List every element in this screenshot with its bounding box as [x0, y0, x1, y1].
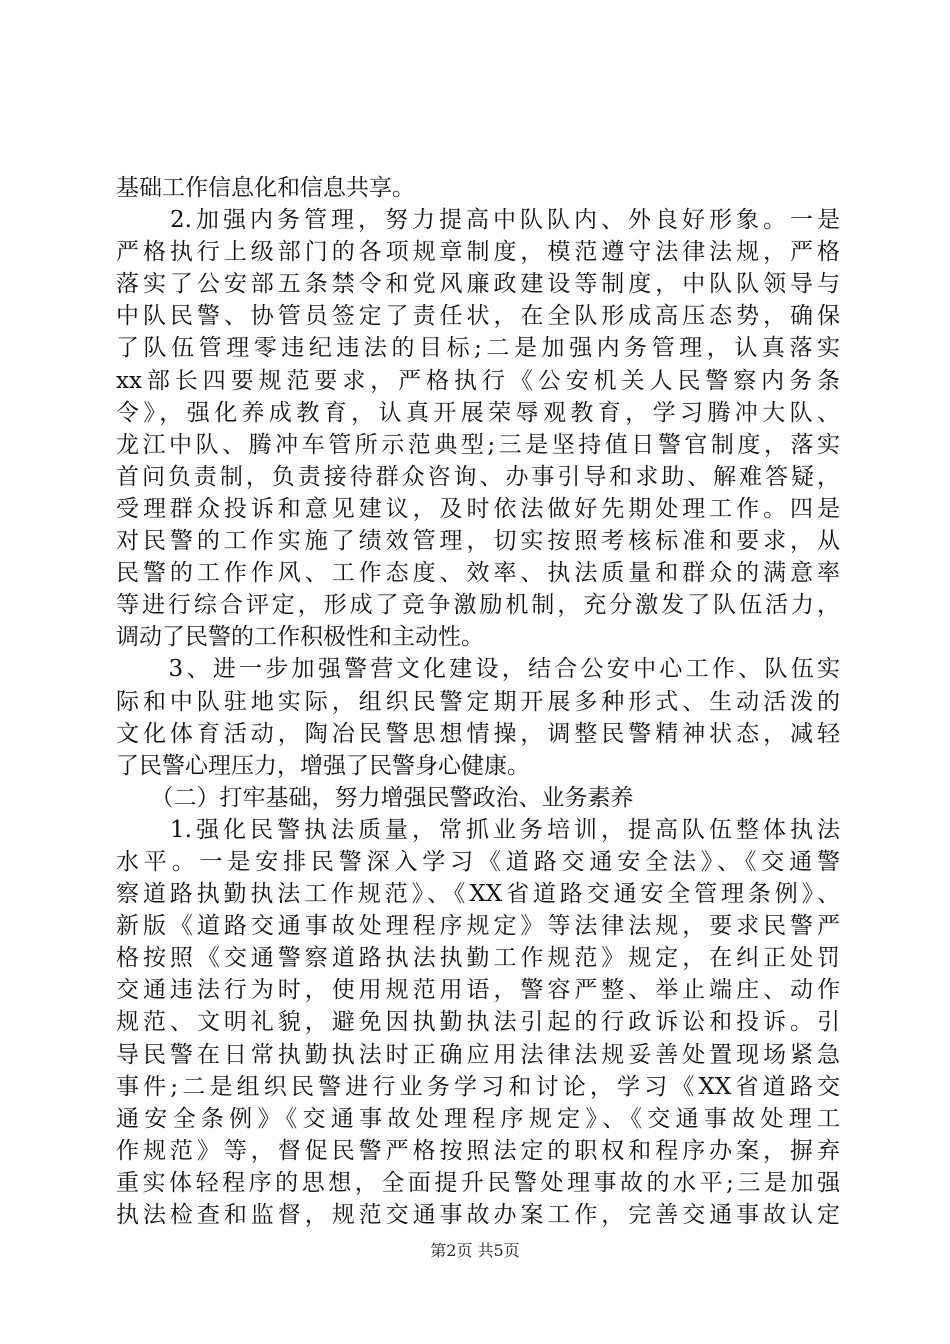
text-line: xx部长四要规范要求，严格执行《公安机关人民警察内务条 [116, 367, 840, 394]
text-line: 水平。一是安排民警深入学习《道路交通安全法》、《交通警 [116, 848, 840, 875]
text-line: 3、进一步加强警营文化建设，结合公安中心工作、队伍实 [116, 656, 840, 683]
text-line: 1.强化民警执法质量，常抓业务培训，提高队伍整体执法 [116, 816, 840, 843]
text-line: 重实体轻程序的思想，全面提升民警处理事故的水平;三是加强 [116, 1169, 840, 1196]
text-line: 执法检查和监督，规范交通事故办案工作，完善交通事故认定 [116, 1202, 840, 1228]
text-line: 首问负责制，负责接待群众咨询、办事引导和求助、解难答疑， [116, 463, 840, 490]
text-line: 际和中队驻地实际，组织民警定期开展多种形式、生动活泼的 [116, 688, 840, 715]
text-line: 对民警的工作实施了绩效管理，切实按照考核标准和要求，从 [116, 528, 840, 555]
text-line: 事件;二是组织民警进行业务学习和讨论，学习《XX省道路交 [116, 1073, 840, 1100]
text-line: 导民警在日常执勤执法时正确应用法律法规妥善处置现场紧急 [116, 1041, 840, 1068]
text-line: 受理群众投诉和意见建议，及时依法做好先期处理工作。四是 [116, 495, 840, 522]
text-line: 令》，强化养成教育，认真开展荣辱观教育，学习腾冲大队、 [116, 399, 840, 426]
text-line: 等进行综合评定，形成了竞争激励机制，充分激发了队伍活力， [116, 592, 840, 619]
document-body [116, 172, 840, 1231]
text-line: 交通违法行为时，使用规范用语，警容严整、举止端庄、动作 [116, 977, 840, 1004]
text-line: 民警的工作作风、工作态度、效率、执法质量和群众的满意率 [116, 560, 840, 587]
text-line: 了队伍管理零违纪违法的目标;二是加强内务管理，认真落实 [116, 335, 840, 362]
text-line: （二）打牢基础，努力增强民警政治、业务素养 [116, 784, 634, 811]
text-line: 了民警心理压力，增强了民警身心健康。 [116, 752, 530, 779]
page-number-footer: 第2页 共5页 [430, 1241, 520, 1260]
text-line: 2.加强内务管理，努力提高中队队内、外良好形象。一是 [116, 207, 840, 234]
text-line: 落实了公安部五条禁令和党风廉政建设等制度，中队队领导与 [116, 271, 840, 298]
text-line: 严格执行上级部门的各项规章制度，模范遵守法律法规，严格 [116, 239, 840, 266]
text-line: 规范、文明礼貌，避免因执勤执法引起的行政诉讼和投诉。引 [116, 1009, 840, 1036]
text-line: 格按照《交通警察道路执法执勤工作规范》规定，在纠正处罚 [116, 945, 840, 972]
text-line: 中队民警、协管员签定了责任状，在全队形成高压态势，确保 [116, 303, 840, 330]
text-line: 文化体育活动，陶冶民警思想情操，调整民警精神状态，减轻 [116, 720, 840, 747]
text-line: 基础工作信息化和信息共享。 [116, 175, 415, 201]
text-line: 通安全条例》《交通事故处理程序规定》、《交通事故处理工 [116, 1105, 840, 1132]
text-line: 新版《道路交通事故处理程序规定》等法律法规，要求民警严 [116, 913, 840, 940]
text-line: 调动了民警的工作积极性和主动性。 [116, 624, 484, 651]
text-line: 察道路执勤执法工作规范》、《XX省道路交通安全管理条例》、 [116, 881, 840, 908]
text-line: 作规范》等，督促民警严格按照法定的职权和程序办案，摒弃 [116, 1137, 840, 1164]
text-line: 龙江中队、腾冲车管所示范典型;三是坚持值日警官制度，落实 [116, 431, 840, 458]
